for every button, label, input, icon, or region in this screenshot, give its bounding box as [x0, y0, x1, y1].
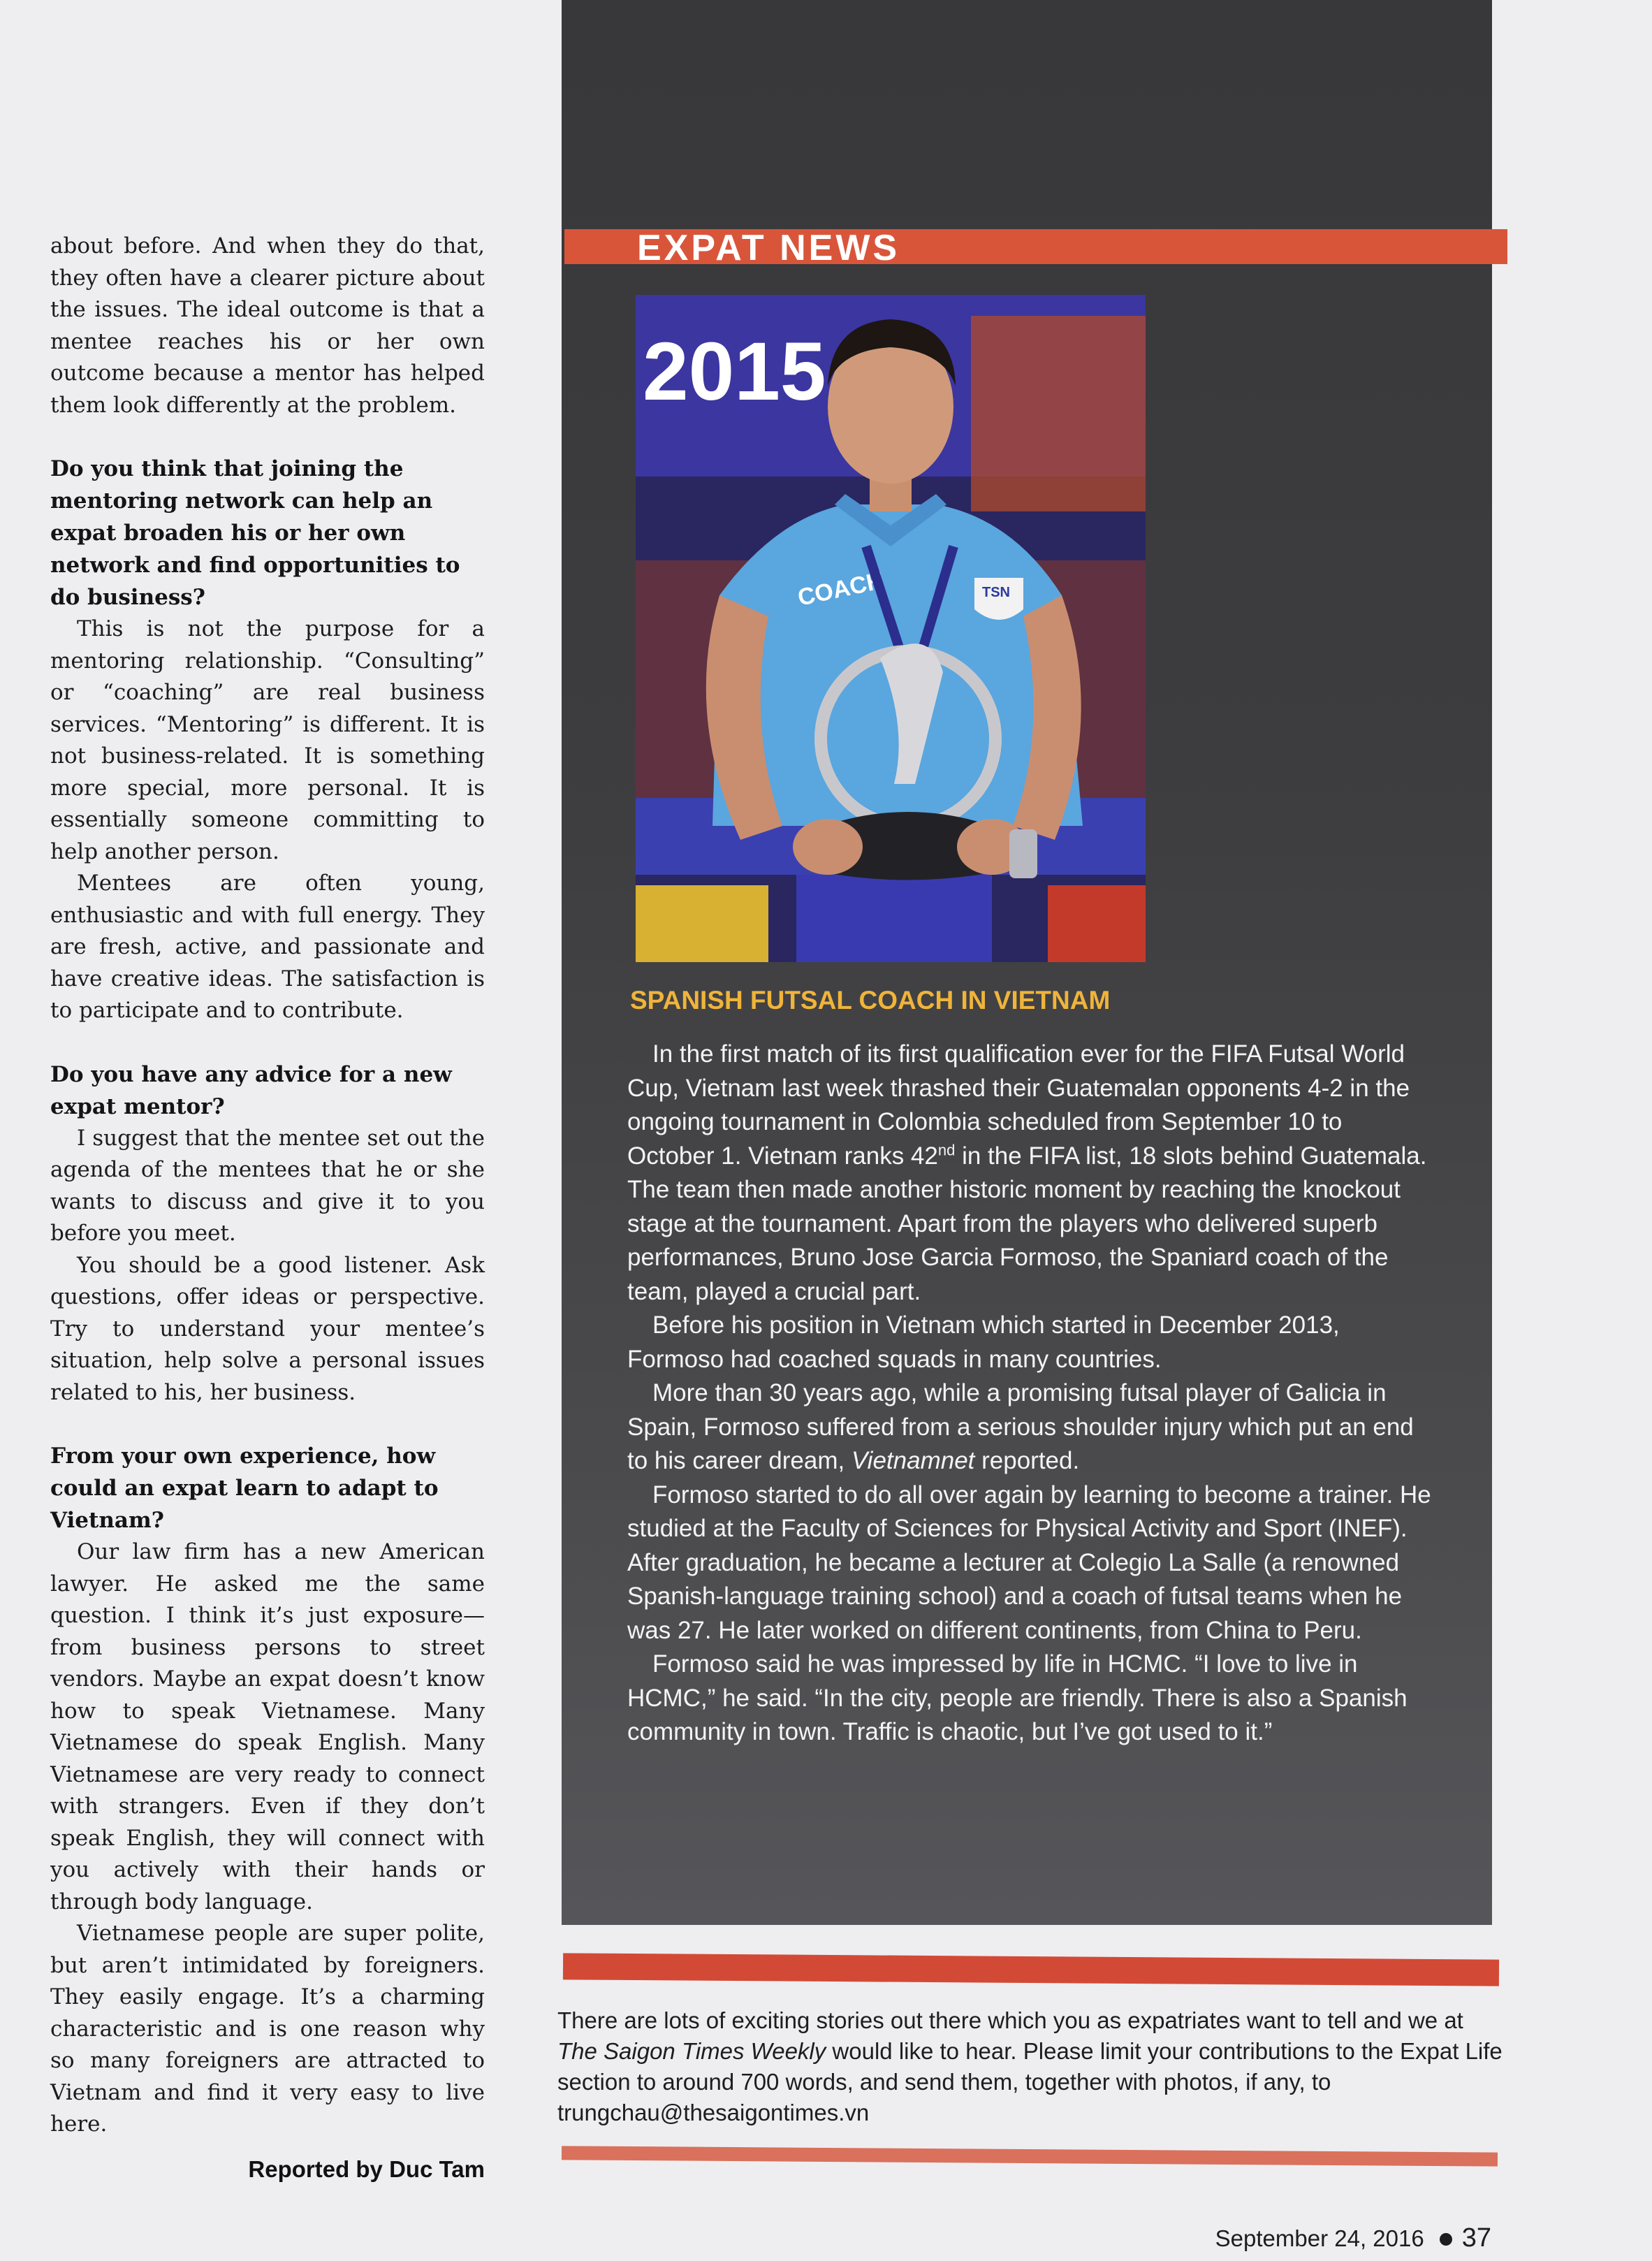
answer-paragraph: I suggest that the mentee set out the agenda of the mentees that he or she wants to discuss and give it to you before you meet.: [50, 1125, 485, 1246]
question-heading-2: Do you have any advice for a new expat mentor?: [50, 1061, 452, 1119]
answer-paragraph: Our law firm has a new American lawyer. He asked me the same question. I think it’s just exposure—from business persons to street vendors. Maybe an expat doesn’t know how to speak Vietnamese. Many Vietnamese do speak English. Many Vietnamese are very ready to connect with strangers. Even if they don’t speak English, they will connect with you actively with their hands or through body language.: [50, 1539, 485, 1914]
answer-paragraph: Mentees are often young, enthusiastic and with full energy. They are fresh, active, and passionate and have creative ideas. The satisfaction is to participate and to contribute.: [50, 871, 485, 1023]
article-paragraph: Before his position in Vietnam which started in December 2013, Formoso had coached squads in many countries.: [627, 1311, 1340, 1373]
coach-photo: [636, 295, 1146, 962]
issue-date: September 24, 2016: [1215, 2225, 1424, 2251]
article-paragraph: Formoso said he was impressed by life in HCMC. “I love to live in HCMC,” he said. “In the city, people are friendly. There is also a Spanish community in town. Traffic is chaotic, but I’ve got used to it.”: [627, 1650, 1408, 1745]
article-text: More than 30 years ago, while a promising futsal player of Galicia in Spain, Formoso suffered from a serious shoulder injury which put an end to his career dream,: [627, 1379, 1414, 1474]
bullet-icon: [1440, 2233, 1452, 2246]
badge-text: TSN: [982, 585, 1010, 600]
coach-photo-illustration: [636, 295, 1146, 962]
question-heading-1: Do you think that joining the mentoring network can help an expat broaden his or her own network and find opportunities to do business?: [50, 456, 460, 610]
notice-bottom-bar: [562, 2146, 1498, 2166]
article-body: [627, 1038, 1434, 1750]
article-text: In the first match of its first qualification ever for the FIFA Futsal World Cup, Vietnam last week thrashed their Guatemalan opponents 4-2 in the ongoing tournament in Colombia scheduled from September 10 to October 1. Vietnam ranks 42: [627, 1040, 1410, 1170]
section-label: EXPAT NEWS: [637, 228, 900, 268]
page-number: 37: [1461, 2223, 1491, 2253]
shirt-text: COACH: [795, 567, 886, 611]
answer-paragraph: Vietnamese people are super polite, but aren’t intimidated by foreigners. They easily engage. It’s a charming characteristic and is one reason why so many foreigners are attracted to Vietnam and find it very easy to live here.: [50, 1921, 485, 2137]
article-paragraph: Formoso started to do all over again by learning to become a trainer. He studied at the Faculty of Sciences for Physical Activity and Sport (INEF). After graduation, he became a lecturer at Colegio La Salle (a renowned Spanish-language training school) and a coach of futsal teams when he was 27. He later worked on different continents, from China to Peru.: [627, 1481, 1431, 1644]
publication-name: The Saigon Times Weekly: [557, 2038, 826, 2064]
notice-text: would like to hear. Please limit your contributions to the Expat Life section to around 700 words, and send them, together with photos, if any, to trungchau@thesaigontimes.vn: [557, 2038, 1503, 2125]
notice-text: There are lots of exciting stories out there which you as expatriates want to tell and we at: [557, 2007, 1463, 2033]
answer-paragraph: This is not the purpose for a mentoring relationship. “Consulting” or “coaching” are real business services. “Mentoring” is different. It is not business-related. It is something more special, more personal. It is essentially someone committing to help another person.: [50, 616, 485, 864]
banner-year-text: 2015: [643, 326, 826, 418]
notice-top-bar: [563, 1953, 1499, 1986]
article-text: in the FIFA list, 18 slots behind Guatemala. The team then made another historic moment by reaching the knockout stage at the tournament. Apart from the players who delivered superb performances, Bruno Jose Garcia Formoso, the Spaniard coach of the team, played a crucial part.: [627, 1142, 1427, 1305]
article-paragraph: [627, 1038, 1434, 1309]
answer-paragraph: You should be a good listener. Ask questions, offer ideas or perspective. Try to understand your mentee’s situation, help solve a personal issues related to his, her business.: [50, 1252, 485, 1405]
ordinal-suffix: nd: [937, 1140, 956, 1158]
article-paragraph: [627, 1376, 1434, 1478]
article-text: reported.: [974, 1447, 1080, 1474]
intro-paragraph: about before. And when they do that, they often have a clearer picture about the issues. The ideal outcome is that a mentee reaches his or her own outcome because a mentor has helped them look differently at the problem.: [50, 233, 485, 418]
page-footer: [1215, 2223, 1491, 2253]
article-headline: SPANISH FUTSAL COACH IN VIETNAM: [630, 986, 1111, 1015]
question-heading-3: From your own experience, how could an expat learn to adapt to Vietnam?: [50, 1444, 439, 1533]
source-name: Vietnamnet: [851, 1447, 975, 1474]
byline: Reported by Duc Tam: [248, 2155, 485, 2182]
contribution-notice: [557, 2005, 1507, 2128]
left-column: [50, 231, 485, 2185]
